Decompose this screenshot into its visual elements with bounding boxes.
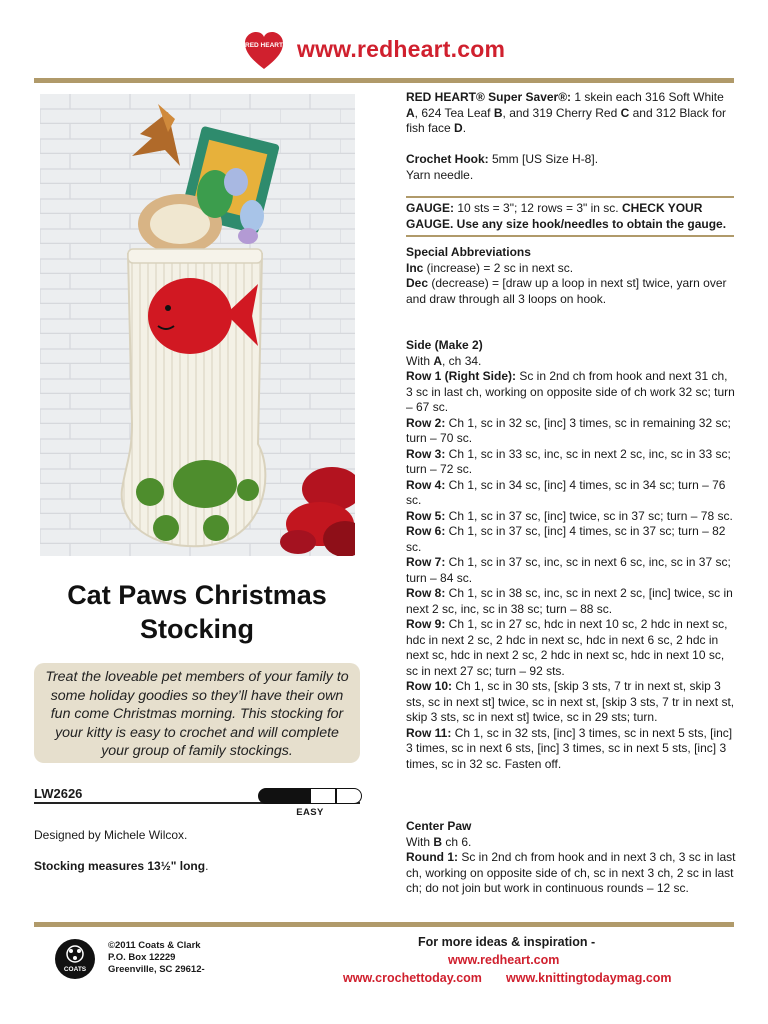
with-end: ch 6. xyxy=(442,834,472,849)
pattern-row xyxy=(406,617,736,679)
measures-text xyxy=(34,859,208,873)
page-header xyxy=(0,28,768,72)
side-with xyxy=(406,354,736,370)
color-a: A xyxy=(406,105,415,120)
intro-text: Treat the loveable pet members of your family to some holiday goodies so they’ll have their own fun come Christmas morning. This stocking for your kitty is easy to crochet and will complete your group of family stockings. xyxy=(45,669,349,759)
pattern-number: LW2626 xyxy=(34,786,83,801)
pattern-row xyxy=(406,679,736,726)
inc-text: (increase) = 2 sc in next sc. xyxy=(423,260,574,275)
row-label: Row 8: xyxy=(406,586,446,600)
with-color: A xyxy=(433,353,443,368)
yarn-text: , 624 Tea Leaf xyxy=(414,105,494,120)
skill-seg-1 xyxy=(258,788,284,804)
side-block xyxy=(406,338,736,772)
page-title: Cat Paws Christmas Stocking xyxy=(67,580,327,644)
yarn-label: RED HEART® Super Saver®: xyxy=(406,90,572,104)
hook-block xyxy=(406,152,736,183)
row-text: Ch 1, sc in 37 sc, [inc] twice, sc in 37 sc; turn – 78 sc. xyxy=(445,508,733,523)
pattern-row xyxy=(406,586,736,617)
row-text: Ch 1, sc in 34 sc, [inc] 4 times, sc in 34 sc; turn – 76 sc. xyxy=(406,477,726,507)
side-rows xyxy=(406,369,736,772)
skill-label: EASY xyxy=(296,807,324,818)
row-text: Ch 1, sc in 33 sc, inc, sc in next 2 sc, inc, sc in 33 sc; turn – 72 sc. xyxy=(406,446,731,476)
abbreviations-heading: Special Abbreviations xyxy=(406,245,531,259)
with-end: , ch 34. xyxy=(442,353,482,368)
measures-end: . xyxy=(205,859,209,873)
address-line-2: Greenville, SC 29612- xyxy=(108,964,205,975)
materials-block xyxy=(406,90,736,137)
measures-lead: Stocking measures 13½" long xyxy=(34,859,206,873)
footer-link-knittingtoday[interactable]: www.knittingtodaymag.com xyxy=(506,971,672,985)
pattern-row xyxy=(406,416,736,447)
yarn-text: . xyxy=(462,121,467,135)
row-text: Ch 1, sc in 30 sts, [skip 3 sts, 7 tr in next st, skip 3 sts, sc in next st] twice, sc in next st, [skip 3 sts, 7 tr in next st, skip 3 sts, sc in next st] twice, sc in 29 sts; turn. xyxy=(406,679,735,724)
pattern-row xyxy=(406,478,736,509)
row-label: Row 7: xyxy=(406,555,446,569)
more-ideas-text: For more ideas & inspiration - xyxy=(418,935,596,949)
with-text: With xyxy=(406,834,434,849)
footer-link-crochettoday[interactable]: www.crochettoday.com xyxy=(343,971,482,985)
copyright-line: ©2011 Coats & Clark xyxy=(108,940,201,951)
with-text: With xyxy=(406,353,434,368)
gauge-label: GAUGE: xyxy=(406,201,454,215)
row-text: Ch 1, sc in 32 sc, [inc] 3 times, sc in remaining 32 sc; turn – 70 sc. xyxy=(406,415,731,445)
row-label: Row 6: xyxy=(406,524,446,538)
yarn-text: , and 319 Cherry Red xyxy=(502,105,621,120)
skill-seg-4 xyxy=(336,788,362,804)
skill-bars xyxy=(258,788,362,804)
copyright-block xyxy=(108,940,205,976)
skill-level-indicator xyxy=(258,788,362,818)
color-b: B xyxy=(493,105,503,120)
center-paw-block xyxy=(406,819,736,897)
gauge-check: CHECK YOUR GAUGE. Use any size hook/needles to obtain the gauge. xyxy=(406,201,727,231)
gauge-text: 10 sts = 3"; 12 rows = 3" in sc. xyxy=(454,201,622,215)
pattern-row xyxy=(406,369,736,416)
round-text: Sc in 2nd ch from hook and in next 3 ch, 3 sc in last ch, working on opposite side of ch, sc in next 3 ch, 2 sc in last ch; do not join but work in continuous rounds – 12 sc. xyxy=(406,850,736,895)
row-label: Row 10: xyxy=(406,679,453,693)
designer-credit: Designed by Michele Wilcox. xyxy=(34,828,188,842)
center-paw-with xyxy=(406,835,736,851)
pattern-row xyxy=(406,726,736,773)
yarn-text: and 312 Black for fish face xyxy=(406,105,727,135)
stocking-photo xyxy=(40,94,355,556)
skill-seg-2 xyxy=(284,788,310,804)
round-1 xyxy=(406,850,736,897)
row-text: Sc in 2nd ch from hook and next 31 ch, 3 sc in last ch, working on opposite side of ch work 32 sc; turn – 67 sc. xyxy=(406,369,735,414)
abbr-dec xyxy=(406,276,736,307)
pattern-row xyxy=(406,524,736,555)
side-heading: Side (Make 2) xyxy=(406,338,483,352)
row-label: Row 1 (Right Side): xyxy=(406,369,516,383)
red-heart-logo[interactable] xyxy=(243,30,285,72)
address-line-1: P.O. Box 12229 xyxy=(108,952,176,963)
row-label: Row 3: xyxy=(406,446,446,461)
pattern-row xyxy=(406,555,736,586)
hook-label: Crochet Hook: xyxy=(406,152,489,166)
footer-link-redheart[interactable]: www.redheart.com xyxy=(448,953,560,967)
skill-seg-3 xyxy=(310,788,336,804)
color-d: D xyxy=(454,121,463,135)
row-text: Ch 1, sc in 38 sc, inc, sc in next 2 sc, [inc] twice, sc in next 2 sc, inc, sc in 38 sc; turn – 88 sc. xyxy=(406,586,733,616)
abbreviations-block xyxy=(406,245,736,307)
row-label: Row 2: xyxy=(406,415,446,430)
gauge-block xyxy=(406,196,734,237)
row-label: Row 9: xyxy=(406,617,446,631)
dec-text: (decrease) = [draw up a loop in next st] twice, yarn over and draw through all 3 loops on hook. xyxy=(406,276,727,306)
row-label: Row 4: xyxy=(406,477,446,492)
row-text: Ch 1, sc in 37 sc, inc, sc in next 6 sc, inc, sc in 37 sc; turn – 84 sc. xyxy=(406,555,731,585)
row-label: Row 5: xyxy=(406,508,446,523)
color-c: C xyxy=(620,105,630,120)
center-paw-heading: Center Paw xyxy=(406,819,472,833)
row-text: Ch 1, sc in 32 sts, [inc] 3 times, sc in next 5 sts, [inc] 3 times, sc in next 6 sts, [inc] 3 times, sc in next 5 sts, [inc] 3 times, sc in 32 sc. Fasten off. xyxy=(406,725,733,771)
with-color: B xyxy=(433,834,443,849)
pattern-row xyxy=(406,447,736,478)
round-label: Round 1: xyxy=(406,850,458,864)
pattern-row xyxy=(406,509,736,525)
yarn-text: 1 skein each 316 Soft White xyxy=(571,90,724,104)
intro-box xyxy=(34,663,360,763)
needle-text: Yarn needle. xyxy=(406,167,474,182)
row-label: Row 11: xyxy=(406,725,452,740)
row-text: Ch 1, sc in 27 sc, hdc in next 10 sc, 2 hdc in next sc, hdc in next 2 sc, 2 hdc in next sc, hdc in next 6 sc, 2 hdc in next sc, hdc in next 2 sc, 2 hdc in next sc, hdc in next 10 sc, sc in next 27 sc; turn – 92 sts. xyxy=(406,617,728,678)
bottom-divider xyxy=(34,922,734,927)
abbr-inc xyxy=(406,261,736,277)
coats-wordmark: COATS xyxy=(63,966,87,973)
logo-wordmark: RED HEART xyxy=(245,42,283,49)
inc-label: Inc xyxy=(406,260,424,275)
coats-logo[interactable] xyxy=(54,938,96,980)
hook-text: 5mm [US Size H-8]. xyxy=(488,152,599,166)
top-divider xyxy=(34,78,734,83)
row-text: Ch 1, sc in 37 sc, [inc] 4 times, sc in 37 sc; turn – 82 sc. xyxy=(406,524,726,554)
dec-label: Dec xyxy=(406,276,429,290)
header-url[interactable]: www.redheart.com xyxy=(297,36,506,62)
